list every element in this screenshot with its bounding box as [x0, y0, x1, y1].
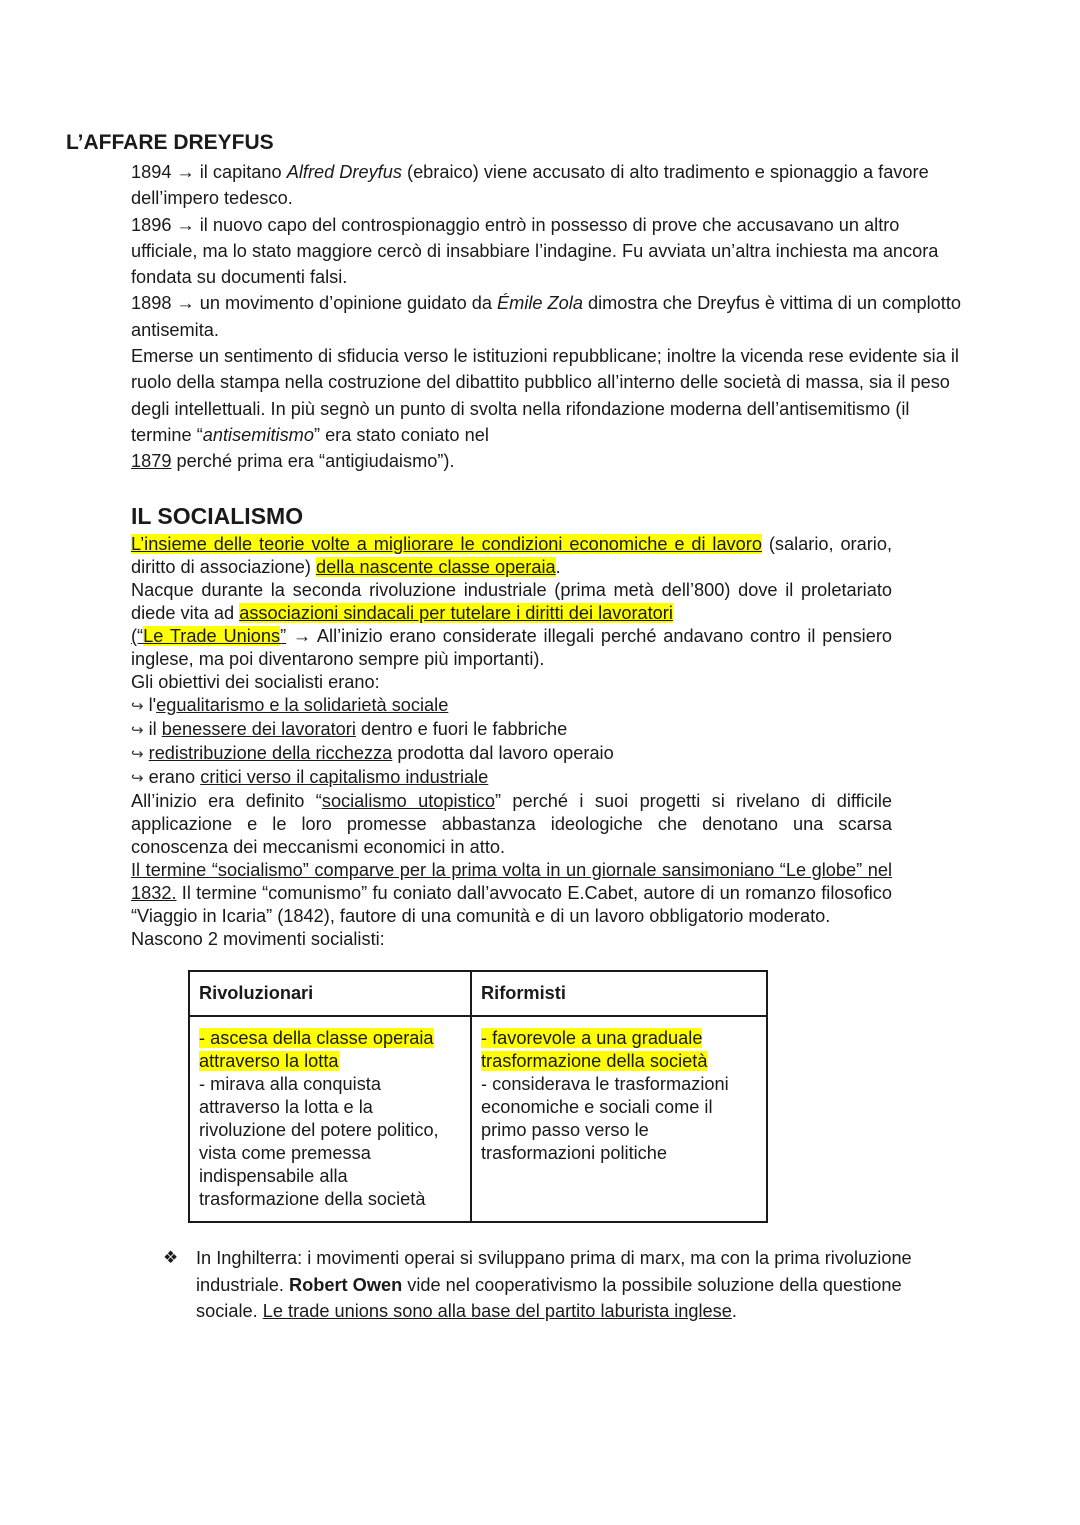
cell-rivoluzionari: - ascesa della classe operaia attraverso la lotta - mirava alla conquista attraverso la lotta e la rivoluzione del potere politico, vista come premessa indispensabile alla trasformazione della società	[189, 1016, 471, 1222]
cell-riformisti: - favorevole a una graduale trasformazione della società - considerava le trasformazioni economiche e sociali come il primo passo verso le trasformazioni politiche	[471, 1016, 767, 1222]
socialismo-body	[131, 533, 892, 951]
list-item: ↪ l'egualitarismo e la solidarietà sociale	[131, 695, 449, 715]
list-item: ↪ il benessere dei lavoratori dentro e fuori le fabbriche	[131, 719, 568, 739]
movements-table	[188, 970, 768, 1223]
arrow-icon: ↪	[131, 746, 144, 763]
list-item: ↪ erano critici verso il capitalismo industriale	[131, 767, 489, 787]
paragraph-nascono: Nascono 2 movimenti socialisti:	[131, 929, 385, 949]
paragraph-utopistico: All’inizio era definito “socialismo utopistico” perché i suoi progetti si rivelano di difficile applicazione e le loro promesse abbastanza ideologiche che denotano una scarsa conoscenza dei meccanismi economici in atto.	[131, 791, 892, 857]
paragraph-obiettivi: Gli obiettivi dei socialisti erano:	[131, 672, 380, 692]
diamond-bullet-icon: ❖	[163, 1248, 179, 1267]
header-rivoluzionari: Rivoluzionari	[189, 971, 471, 1016]
paragraph-emerse: Emerse un sentimento di sfiducia verso le istituzioni repubblicane; inoltre la vicenda rese evidente sia il ruolo della stampa nella costruzione del dibattito pubblico all’interno delle società di massa, sia il peso degli intellettuali. In più segnò un punto di svolta nella rifondazione moderna dell’antisemitismo (il termine “antisemitismo” era stato coniato nel 1879 perché prima era “antigiudaismo”).	[131, 346, 959, 472]
paragraph-termine: Il termine “socialismo” comparve per la prima volta in un giornale sansimoniano “Le globe” nel 1832. Il termine “comunismo” fu coniato dall’avvocato E.Cabet, autore di un romanzo filosofico “Viaggio in Icaria” (1842), fautore di una comunità e di un lavoro obbligatorio moderato.	[131, 860, 892, 926]
paragraph-1894: 1894 → il capitano Alfred Dreyfus (ebraico) viene accusato di alto tradimento e spionaggio a favore dell’impero tedesco.	[131, 162, 929, 209]
paragraph-1896: 1896 → il nuovo capo del controspionaggio entrò in possesso di prove che accusavano un altro ufficiale, ma lo stato maggiore cercò di insabbiare l’indagine. Fu avviata un’altra inchiesta ma ancora fondata su documenti falsi.	[131, 214, 939, 288]
heading-socialismo: IL SOCIALISMO	[131, 503, 304, 529]
heading-affare-dreyfus: L’AFFARE DREYFUS	[66, 131, 274, 154]
arrow-icon: ↪	[131, 722, 144, 739]
list-item: ↪ redistribuzione della ricchezza prodotta dal lavoro operaio	[131, 743, 614, 763]
affare-dreyfus-body	[131, 159, 961, 475]
arrow-icon: ↪	[131, 698, 144, 715]
arrow-icon: ↪	[131, 770, 144, 787]
inghilterra-note: ❖ In Inghilterra: i movimenti operai si sviluppano prima di marx, ma con la prima rivoluzione industriale. Robert Owen vide nel cooperativismo la possibile soluzione della questione sociale. Le trade unions sono alla base del partito laburista inglese.	[163, 1245, 953, 1325]
paragraph-nacque: Nacque durante la seconda rivoluzione industriale (prima metà dell’800) dove il proletariato diede vita ad associazioni sindacali per tutelare i diritti dei lavoratori (“Le Trade Unions” → All’inizio erano considerate illegali perché andavano contro il pensiero inglese, ma poi diventarono sempre più importanti).	[131, 580, 892, 669]
header-riformisti: Riformisti	[471, 971, 767, 1016]
paragraph-definizione: L’insieme delle teorie volte a migliorare le condizioni economiche e di lavoro (salario, orario, diritto di associazione) della nascente classe operaia.	[131, 534, 892, 577]
paragraph-1898: 1898 → un movimento d’opinione guidato da Émile Zola dimostra che Dreyfus è vittima di un complotto antisemita.	[131, 293, 962, 340]
table-row	[189, 1016, 767, 1222]
table-header-row	[189, 971, 767, 1016]
